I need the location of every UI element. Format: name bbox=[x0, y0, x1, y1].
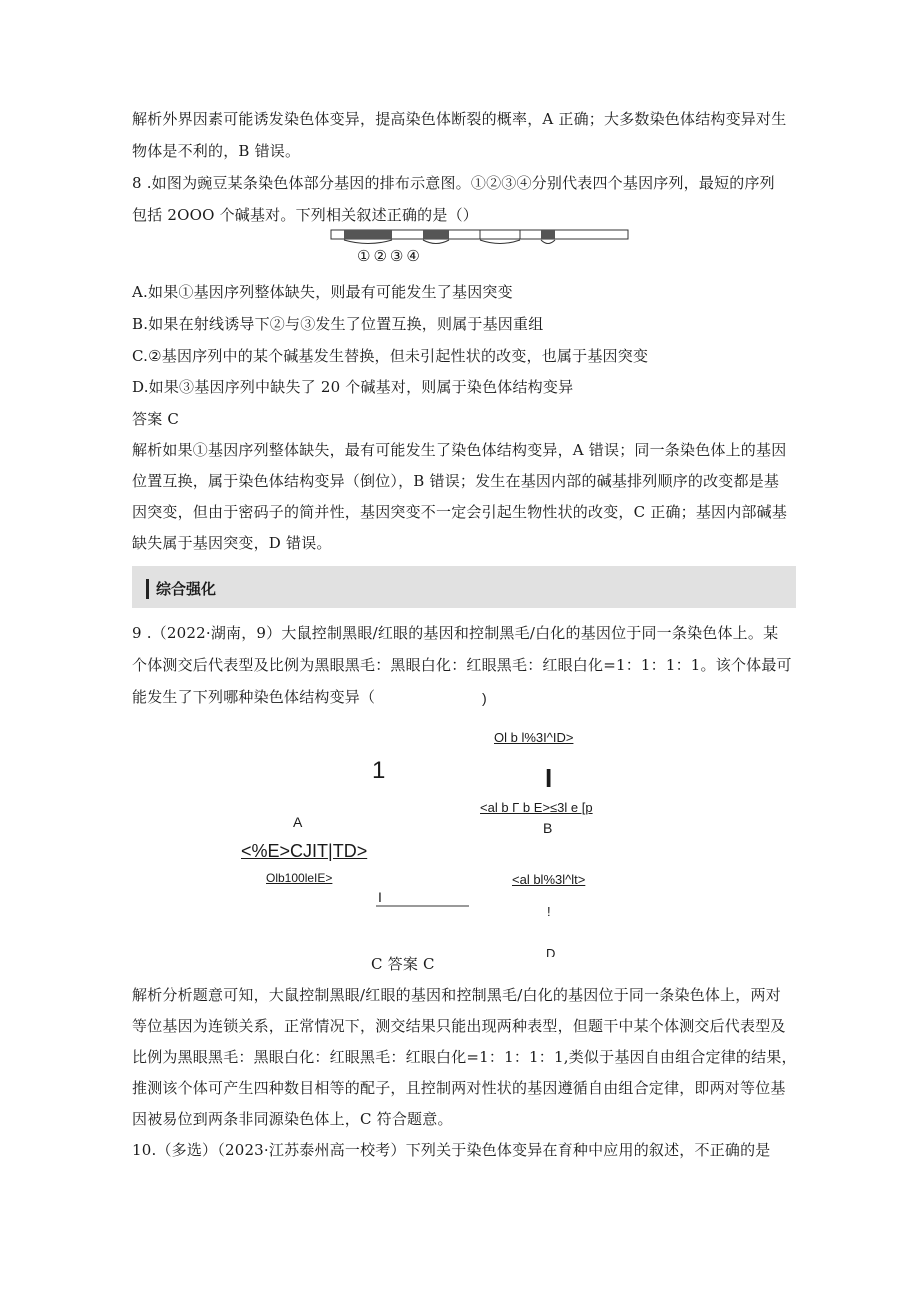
option-label-b: B bbox=[543, 820, 553, 836]
gene-segment-4 bbox=[541, 230, 555, 239]
gene-number-labels: ①②③④ bbox=[357, 247, 423, 265]
figure-fragment-bar: I bbox=[378, 889, 382, 905]
section-header bbox=[132, 566, 796, 608]
figure-fragment-text: <%E>CJIT|TD> bbox=[241, 841, 368, 861]
chromosome-bar bbox=[330, 228, 630, 248]
figure-fragment-text: Ol b l%3I^ID> bbox=[494, 730, 574, 745]
q10-stem-line-1: 10.（多选）（2023·江苏泰州高一校考）下列关于染色体变异在育种中应用的叙述，不正确的是 bbox=[132, 1141, 771, 1159]
gene-segment-2 bbox=[423, 230, 449, 239]
q9-analysis-line-1: 解析分析题意可知，大鼠控制黑眼/红眼的基因和控制黑毛/白化的基因位于同一条染色体上，两对 bbox=[132, 986, 781, 1004]
q9-stem-line-2: 个体测交后代表型及比例为黑眼黑毛：黑眼白化：红眼黑毛：红眼白化=1：1：1：1。该个体最可 bbox=[132, 656, 792, 674]
q8-option-b: B.如果在射线诱导下②与③发生了位置互换，则属于基因重组 bbox=[132, 315, 544, 333]
q8-option-a: A.如果①基因序列整体缺失，则最有可能发生了基因突变 bbox=[132, 283, 513, 301]
q9-stem-line-1: 9 .（2022·湖南，9）大鼠控制黑眼/红眼的基因和控制黑毛/白化的基因位于同一条染色体上。某 bbox=[132, 624, 779, 642]
q8-analysis-line-3: 因突变，但由于密码子的简并性，基因突变不一定会引起生物性状的改变，C 正确；基因内部碱基 bbox=[132, 503, 788, 521]
section-marker bbox=[146, 579, 149, 599]
q9-analysis-line-5: 因被易位到两条非同源染色体上，C 符合题意。 bbox=[132, 1110, 453, 1128]
option-label-a: A bbox=[293, 814, 303, 830]
intro-line-2: 物体是不利的，B 错误。 bbox=[132, 142, 301, 160]
q9-analysis-line-2: 等位基因为连锁关系，正常情况下，测交结果只能出现两种表型，但题干中某个体测交后代表型及 bbox=[132, 1017, 786, 1035]
figure-fragment-text: <al b Γ b E>≤3l e [p bbox=[480, 800, 593, 815]
q9-analysis-line-3: 比例为黑眼黑毛：黑眼白化：红眼黑毛：红眼白化=1：1：1：1,类似于基因自由组合定律的结果， bbox=[132, 1048, 797, 1066]
option-label-d-clip bbox=[546, 946, 566, 957]
gene-segment-3 bbox=[480, 230, 520, 239]
option-label-d: D bbox=[546, 946, 556, 957]
section-title: 综合强化 bbox=[156, 580, 217, 598]
figure-fragment-glyph: ! bbox=[547, 904, 551, 919]
q8-answer: 答案 C bbox=[132, 410, 180, 428]
q8-option-c: C.②基因序列中的某个碱基发生替换，但未引起性状的改变，也属于基因突变 bbox=[132, 347, 649, 365]
q8-stem-line-2: 包括 2OOO 个碱基对。下列相关叙述正确的是（） bbox=[132, 206, 478, 224]
q8-analysis-line-2: 位置互换，属于染色体结构变异（倒位），B 错误；发生在基因内部的碱基排列顺序的改变都是基 bbox=[132, 472, 780, 490]
q8-analysis-line-4: 缺失属于基因突变，D 错误。 bbox=[132, 534, 332, 552]
figure-fragment-glyph: 1 bbox=[372, 757, 386, 784]
q9-analysis-line-4: 推测该个体可产生四种数目相等的配子，且控制两对性状的基因遵循自由组合定律，即两对等位基 bbox=[132, 1079, 786, 1097]
figure-fragment-line bbox=[376, 905, 470, 908]
gene-segment-1 bbox=[344, 230, 392, 239]
figure-fragment-bar: I bbox=[545, 763, 553, 793]
q9-paren-close: ) bbox=[482, 690, 487, 706]
q8-stem-line-1: 8 .如图为豌豆某条染色体部分基因的排布示意图。①②③④分别代表四个基因序列，最短的序列 bbox=[132, 174, 775, 192]
q8-analysis-line-1: 解析如果①基因序列整体缺失，最有可能发生了染色体结构变异，A 错误；同一条染色体上的基因 bbox=[132, 441, 787, 459]
intro-line-1: 解析外界因素可能诱发染色体变异，提高染色体断裂的概率，A 正确；大多数染色体结构变异对生 bbox=[132, 110, 787, 128]
q9-answer: C 答案 C bbox=[371, 955, 435, 973]
q9-stem-line-3: 能发生了下列哪种染色体结构变异（ bbox=[132, 688, 376, 706]
figure-fragment-text: Olb100leIE> bbox=[266, 871, 333, 885]
q8-option-d: D.如果③基因序列中缺失了 20 个碱基对，则属于染色体结构变异 bbox=[132, 378, 574, 396]
figure-fragment-text: <al bl%3l^lt> bbox=[512, 872, 586, 887]
